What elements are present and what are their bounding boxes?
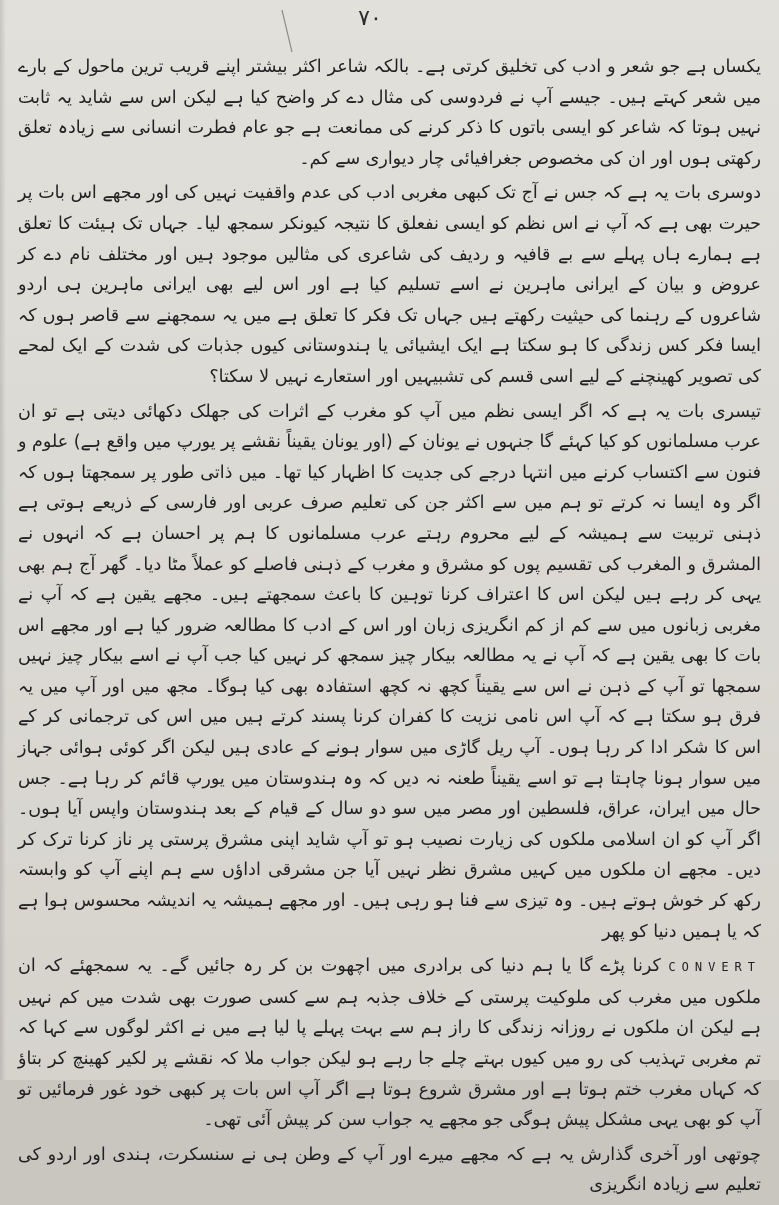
paragraph-1: یکساں ہے جو شعر و ادب کی تخلیق کرتی ہے۔ بالکہ شاعر اکثر بیشتر اپنے قریب ترین ماحول کے بارے میں شعر کہتے ہیں۔ جیسے آپ نے فردوسی کی مثال دے کر واضح کیا ہے لیکن اس سے شاید یہ ثابت نہیں ہوتا کہ شاعر کو ایسی باتوں کا ذکر کرنے کی ممانعت ہے جو عام فطرت انسانی سے زیادہ تعلق رکھتی ہوں اور ان کی مخصوص جغرافیائی چار دیواری سے کم۔ [18, 57, 761, 169]
paragraph-2: دوسری بات یہ ہے کہ جس نے آج تک کبھی مغربی ادب کی عدم واقفیت نہیں کی اور مجھے اس بات پر حیرت بھی ہے کہ آپ نے اس نظم کو ایسی نفعلق کا نتیجہ کیونکر سمجھ لیا۔ جہاں تک ہیئت کا تعلق ہے ہمارے ہاں پہلے سے بے قافیہ و ردیف کی شاعری کی مثالیں موجود ہیں اور مختلف نام دے کر عروض و بیان کے ایرانی ماہرین نے اسے تسلیم کیا ہے اور اس لیے بھی ایرانی ماہرین ہی اردو شاعروں کے رہنما کی حیثیت رکھتے ہیں جہاں تک فکر کا تعلق ہے میں یہ سمجھنے سے قاصر ہوں کہ ایسا فکر کس زندگی کا ہو سکتا ہے ایک ایشیائی یا ہندوستانی کیوں جذبات کی شدت کے ایک لمحے کی تصویر کھینچنے کے لیے اسی قسم کی تشبیہیں اور استعارے نہیں لا سکتا؟ [18, 183, 761, 387]
paragraph-4 [18, 951, 761, 1136]
page-edge-shadow [0, 0, 6, 1080]
paragraph-5: چوتھی اور آخری گذارش یہ ہے کہ مجھے میرے اور آپ کے وطن ہی نے سنسکرت، ہندی اور اردو کی تعلیم سے زیادہ انگریزی [18, 1144, 761, 1196]
page-number: ٧٠ [358, 6, 382, 31]
inline-latin-word: CONVERT [668, 960, 761, 975]
paragraph-3: تیسری بات یہ ہے کہ اگر ایسی نظم میں آپ کو مغرب کے اثرات کی جھلک دکھائی دیتی ہے تو ان عرب مسلمانوں کو کیا کہئے گا جنہوں نے یونان کے (اور یونان یقیناً نقشے پر یورپ میں واقع ہے) علوم و فنون سے اکتساب کرنے میں انتہا درجے کی جدیت کا اظہار کیا تھا۔ میں ذاتی طور پر سمجھتا ہوں کہ اگر وہ ایسا نہ کرتے تو ہم میں سے اکثر جن کی تعلیم صرف عربی اور فارسی کے ذریعے ہوتی ہے ذہنی تربیت سے ہمیشہ کے لیے محروم رہتے عرب مسلمانوں کا ہم پر احسان ہے کہ انہوں نے المشرق و المغرب کی تقسیم پوں کو مشرق و مغرب کے ذہنی فاصلے کو عملاً مٹا دیا۔ گھر آج ہم بھی یہی کر رہے ہیں لیکن اس کا اعتراف کرنا توہین کا باعث سمجھتے ہیں۔ مجھے یقین ہے کہ آپ نے مغربی زبانوں میں سے کم از کم انگریزی زبان اور اس کے ادب کا مطالعہ ضرور کیا ہے اور مجھے اس بات کا بھی یقین ہے کہ آپ نے یہ مطالعہ بیکار چیز سمجھ کر نہیں کیا جب آپ نے اسے بیکار چیز نہیں سمجھا تو آپ کے ذہن نے اس سے یقیناً کچھ نہ کچھ استفادہ بھی کیا ہوگا۔ مجھ میں اور آپ میں یہ فرق ہو سکتا ہے کہ آپ اس نامی نزیت کا کفران کرنا پسند کرتے ہیں میں اس کی ترجمانی کر کے اس کا شکر ادا کر رہا ہوں۔ آپ ریل گاڑی میں سوار ہونے کے عادی ہیں لیکن اگر کوئی ہوائی جہاز میں سوار ہونا چاہتا ہے تو اسے یقیناً طعنہ نہ دیں کہ وہ ہندوستان میں یورپ قائم کر رہا ہے۔ جس حال میں ایران، عراق، فلسطین اور مصر میں سو دو سال کے قیام کے بعد ہندوستان واپس آیا ہوں۔ اگر آپ کو ان اسلامی ملکوں کی زیارت نصیب ہو تو آپ شاید اپنی مشرق پرستی پر ناز کرنا ترک کر دیں۔ مجھے ان ملکوں میں کہیں مشرق نظر نہیں آیا جن مشرقی اداؤں سے ہم اپنے آپ کو وابستہ رکھ کر خوش ہوتے ہیں۔ وہ تیزی سے فنا ہو رہی ہیں۔ اور مجھے ہمیشہ یہ اندیشہ محسوس ہوا ہے کہ یا ہمیں دنیا کو پھر [18, 401, 761, 942]
body-text [18, 52, 761, 1205]
paragraph-4-text: کرنا پڑے گا یا ہم دنیا کی برادری میں اچھوت بن کر رہ جائیں گے۔ یہ سمجھئے کہ ان ملکوں میں مغرب کی ملوکیت پرستی کے خلاف جذبہ ہم سے کسی صورت بھی شدت میں کم نہیں ہے لیکن ان ملکوں نے روزانہ زندگی کا راز ہم سے بہت پہلے پا لیا ہے میں نے اکثر لوگوں سے کہا کہ تم مغربی تہذیب کی رو میں کیوں بہتے چلے جا رہے ہو لیکن جواب ملا کہ نقشے پر لکیر کھینچ کر بتاؤ کہ کہاں مغرب ختم ہوتا ہے اور مشرق شروع ہوتا ہے اگر آپ اس بات پر کبھی خود غور فرمائیں تو آپ کو بھی یہی مشکل پیش ہوگی جو مجھے یہ جواب سن کر پیش آئی تھی۔ [18, 956, 761, 1131]
pencil-mark-icon [280, 8, 294, 54]
